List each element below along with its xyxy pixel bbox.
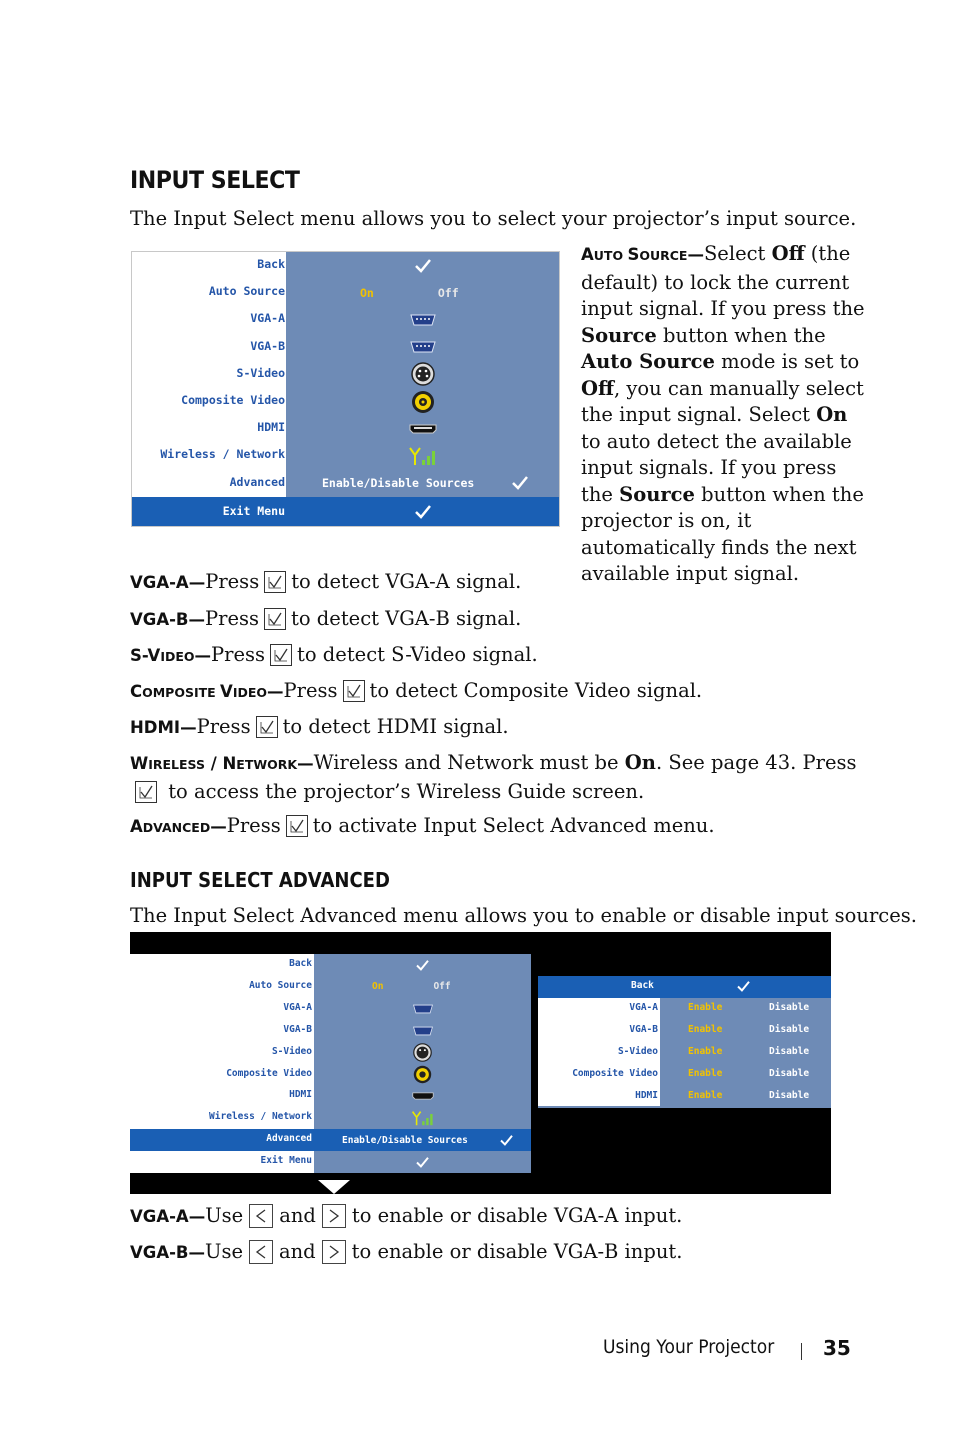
item-wireless-network: WIRELESS / NETWORK—Wireless and Network must be On. See page 43. Press to access the projector’s Wireless Guide screen.: [130, 751, 857, 803]
off-option[interactable]: Off: [437, 285, 459, 300]
submenu-row-vga-a[interactable]: VGA-A Enable Disable: [629, 1002, 810, 1013]
menu-row-exit-menu[interactable]: Exit Menu: [130, 1151, 531, 1173]
adv-item-vga-b: VGA-B—Use and to enable or disable VGA-B input.: [130, 1240, 683, 1263]
checkmark-icon: [416, 1157, 429, 1168]
submenu-row-s-video[interactable]: S-Video Enable Disable: [617, 1046, 810, 1057]
item-advanced: ADVANCED—Press to activate Input Select Advanced menu.: [130, 814, 715, 837]
menu-row-advanced[interactable]: Advanced Enable/Disable Sources: [130, 1129, 531, 1151]
composite-video-icon: [413, 1065, 432, 1084]
menu-row-composite-video[interactable]: Composite Video: [132, 388, 559, 415]
select-key-icon: [264, 608, 286, 630]
checkmark-icon: [415, 505, 431, 519]
menu-row-wireless-network[interactable]: Wireless / Network: [132, 442, 559, 469]
subsection-title: INPUT SELECT ADVANCED: [130, 868, 390, 892]
vga-connector-icon: [412, 1004, 434, 1014]
wireless-signal-icon: [408, 446, 438, 466]
menu-row-vga-a[interactable]: VGA-A: [132, 306, 559, 333]
menu-row-s-video[interactable]: S-Video: [130, 1042, 531, 1064]
menu-row-hdmi[interactable]: HDMI: [132, 415, 559, 442]
auto-source-description: AUTO SOURCE—Select Off (the default) to lock the current input signal. If you press the Source button when the Auto Source mode is set to Off, you can manually select the input signal. Select On to auto detect the available input signals. If you press the Source button when the projector is on, it automatically finds the next available input signal.: [581, 242, 865, 585]
menu-row-hdmi[interactable]: HDMI: [130, 1085, 531, 1107]
select-key-icon: [135, 781, 157, 803]
select-key-icon: [270, 644, 292, 666]
menu-row-vga-a[interactable]: VGA-A: [130, 998, 531, 1020]
item-composite-video: COMPOSITE VIDEO—Press to detect Composite Video signal.: [130, 679, 703, 702]
s-video-icon: [411, 362, 435, 386]
checkmark-icon: [415, 259, 431, 273]
page-number: 35: [823, 1336, 851, 1360]
submenu-row-back[interactable]: Back: [538, 976, 831, 998]
vga-connector-icon: [409, 314, 437, 326]
item-vga-a: VGA-A—Press to detect VGA-A signal.: [130, 570, 522, 593]
right-arrow-key-icon: [322, 1204, 346, 1228]
item-vga-b: VGA-B—Press to detect VGA-B signal.: [130, 607, 522, 630]
menu-row-s-video[interactable]: S-Video: [132, 361, 559, 388]
intro-text: The Input Select menu allows you to select your projector’s input source.: [130, 207, 857, 230]
menu-row-composite-video[interactable]: Composite Video: [130, 1064, 531, 1086]
menu-row-auto-source[interactable]: Auto Source On Off: [208, 284, 459, 300]
menu-row-vga-b[interactable]: VGA-B: [130, 1020, 531, 1042]
menu-row-exit-menu[interactable]: Exit Menu: [132, 497, 559, 526]
menu-row-auto-source[interactable]: Auto Source On Off: [249, 979, 451, 993]
input-select-advanced-screen: [130, 932, 831, 1194]
input-select-menu-small: [130, 954, 531, 1173]
scroll-down-arrow-icon: [318, 1180, 350, 1194]
submenu-row-vga-b[interactable]: VGA-B Enable Disable: [629, 1024, 810, 1035]
checkmark-icon: [500, 1135, 513, 1146]
wireless-signal-icon: [411, 1110, 435, 1126]
checkmark-icon: [737, 981, 750, 992]
item-hdmi: HDMI—Press to detect HDMI signal.: [130, 715, 509, 738]
hdmi-icon: [412, 1092, 434, 1100]
select-key-icon: [264, 571, 286, 593]
select-key-icon: [256, 716, 278, 738]
select-key-icon: [286, 815, 308, 837]
s-video-icon: [413, 1043, 432, 1062]
menu-row-vga-b[interactable]: VGA-B: [132, 334, 559, 361]
left-arrow-key-icon: [249, 1204, 273, 1228]
footer-label: Using Your Projector: [603, 1336, 775, 1358]
advanced-submenu: [538, 976, 831, 1108]
sub-intro-text: The Input Select Advanced menu allows you to enable or disable input sources.: [130, 904, 917, 927]
submenu-row-composite-video[interactable]: Composite Video Enable Disable: [572, 1068, 810, 1079]
on-option[interactable]: On: [360, 285, 374, 300]
select-key-icon: [343, 680, 365, 702]
composite-video-icon: [411, 390, 435, 414]
checkmark-icon: [416, 960, 429, 971]
input-select-menu: [131, 251, 560, 527]
section-title: INPUT SELECT: [130, 166, 300, 194]
hdmi-icon: [409, 424, 437, 434]
adv-item-vga-a: VGA-A—Use and to enable or disable VGA-A input.: [130, 1204, 683, 1227]
menu-row-back[interactable]: Back: [132, 252, 559, 279]
right-arrow-key-icon: [322, 1240, 346, 1264]
menu-row-wireless-network[interactable]: Wireless / Network: [130, 1107, 531, 1129]
menu-row-back[interactable]: Back: [130, 954, 531, 976]
submenu-row-hdmi[interactable]: HDMI Enable Disable: [635, 1090, 810, 1101]
vga-connector-icon: [412, 1026, 434, 1036]
vga-connector-icon: [409, 341, 437, 353]
menu-row-advanced[interactable]: Advanced Enable/Disable Sources: [132, 470, 559, 497]
item-s-video: S-VIDEO—Press to detect S-Video signal.: [130, 643, 538, 666]
checkmark-icon: [512, 476, 528, 490]
footer-divider: [801, 1343, 802, 1360]
left-arrow-key-icon: [249, 1240, 273, 1264]
